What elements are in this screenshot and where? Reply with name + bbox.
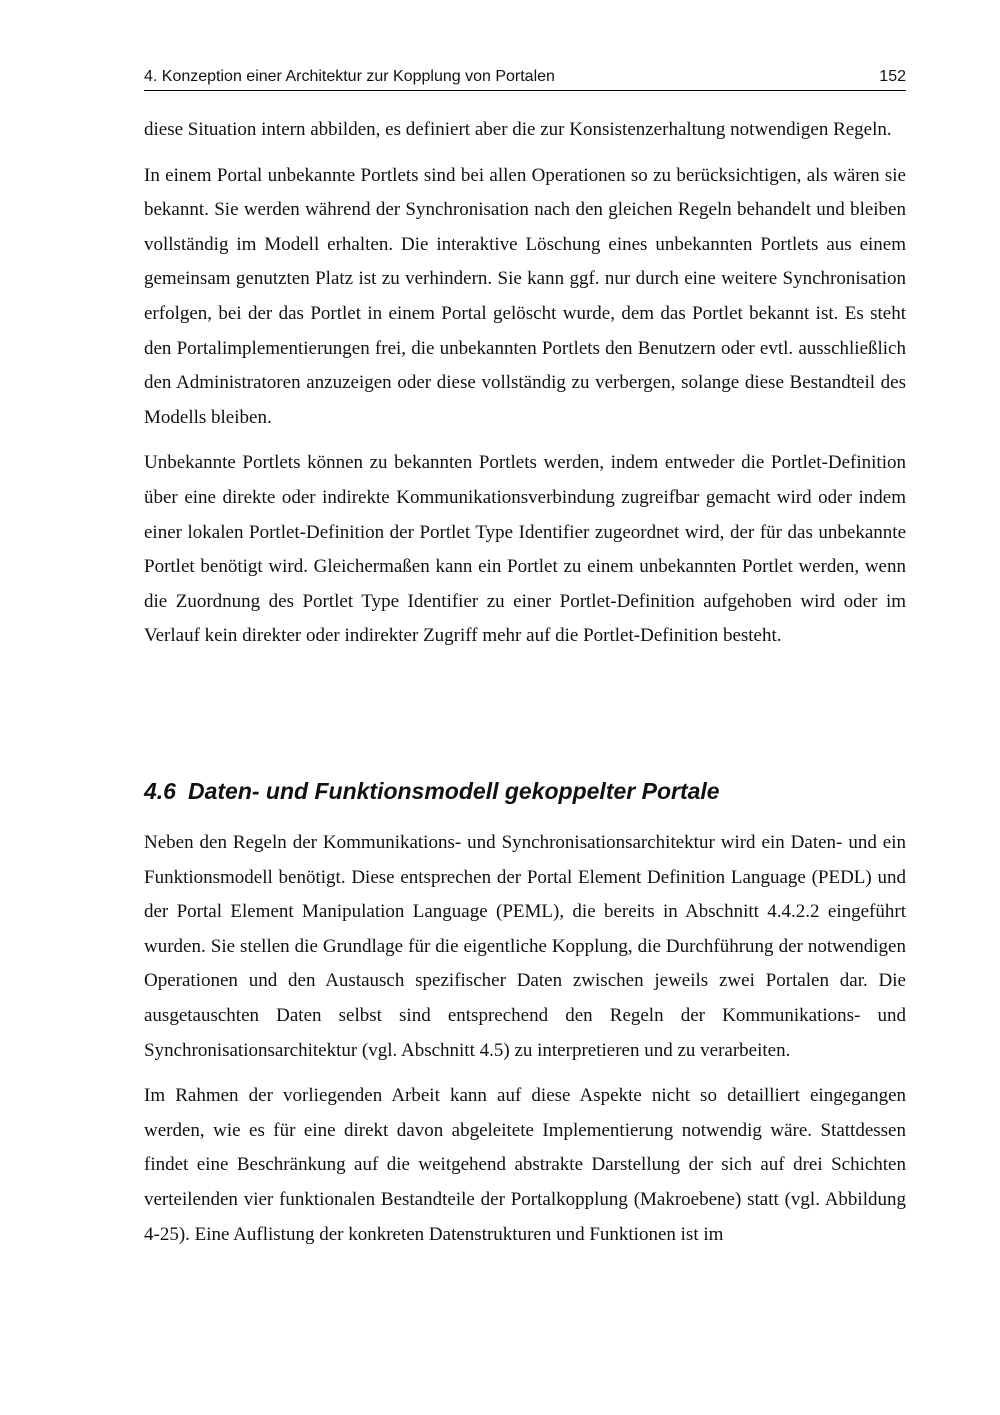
- section-number: 4.6: [144, 778, 176, 804]
- page-number: 152: [879, 68, 906, 85]
- text-block-after-section: [144, 826, 906, 1252]
- paragraph: Im Rahmen der vorliegenden Arbeit kann auf diese Aspekte nicht so detailliert eingegangen werden, wie es für eine direkt davon abgeleitete Implementierung notwendig wäre. Stattdessen findet eine Beschränkung auf die weitgehend abstrakte Darstellung der sich auf drei Schichten verteilenden vier funktionalen Bestandteile der Portalkopplung (Makroebene) statt (vgl. Abbildung 4-25). Eine Auflistung der konkreten Datenstrukturen und Funktionen ist im: [144, 1085, 906, 1245]
- chapter-title: 4. Konzeption einer Architektur zur Kopplung von Portalen: [144, 68, 555, 85]
- section-title: Daten- und Funktionsmodell gekoppelter Portale: [187, 778, 720, 804]
- text-block-before-section: [144, 113, 906, 654]
- running-header: [144, 66, 906, 91]
- paragraph: In einem Portal unbekannte Portlets sind bei allen Operationen so zu berücksichtigen, als wären sie bekannt. Sie werden während der Synchronisation nach den gleichen Regeln behandelt und bleiben vollständig im Modell erhalten. Die interaktive Löschung eines unbekannten Portlets aus einem gemeinsam genutzten Platz ist zu verhindern. Sie kann ggf. nur durch eine weitere Synchronisation erfolgen, bei der das Portlet in einem Portal gelöscht wurde, dem das Portlet bekannt ist. Es steht den Portalimplementierungen frei, die unbekannten Portlets den Benutzern oder evtl. ausschließlich den Administratoren anzuzeigen oder diese vollständig zu verbergen, solange diese Bestandteil des Modells bleiben.: [144, 164, 906, 428]
- paragraph: diese Situation intern abbilden, es definiert aber die zur Konsistenzerhaltung notwendigen Regeln.: [144, 119, 892, 140]
- section-heading: [144, 778, 906, 805]
- paragraph: Unbekannte Portlets können zu bekannten Portlets werden, indem entweder die Portlet-Definition über eine direkte oder indirekte Kommunikationsverbindung zugreifbar gemacht wird oder indem einer lokalen Portlet-Definition der Portlet Type Identifier zugeordnet wird, der für das unbekannte Portlet benötigt wird. Gleichermaßen kann ein Portlet zu einem unbekannten Portlet werden, wenn die Zuordnung des Portlet Type Identifier zu einer Portlet-Definition aufgehoben wird oder im Verlauf kein direkter oder indirekter Zugriff mehr auf die Portlet-Definition besteht.: [144, 452, 906, 647]
- paragraph: Neben den Regeln der Kommunikations- und Synchronisationsarchitektur wird ein Daten- und ein Funktionsmodell benötigt. Diese entsprechen der Portal Element Definition Language (PEDL) und der Portal Element Manipulation Language (PEML), die bereits in Abschnitt 4.4.2.2 eingeführt wurden. Sie stellen die Grundlage für die eigentliche Kopplung, die Durchführung der notwendigen Operationen und den Austausch spezifischer Daten zwischen jeweils zwei Portalen dar. Die ausgetauschten Daten selbst sind entsprechend den Regeln der Kommunikations- und Synchronisationsarchitektur (vgl. Abschnitt 4.5) zu interpretieren und zu verarbeiten.: [144, 832, 906, 1061]
